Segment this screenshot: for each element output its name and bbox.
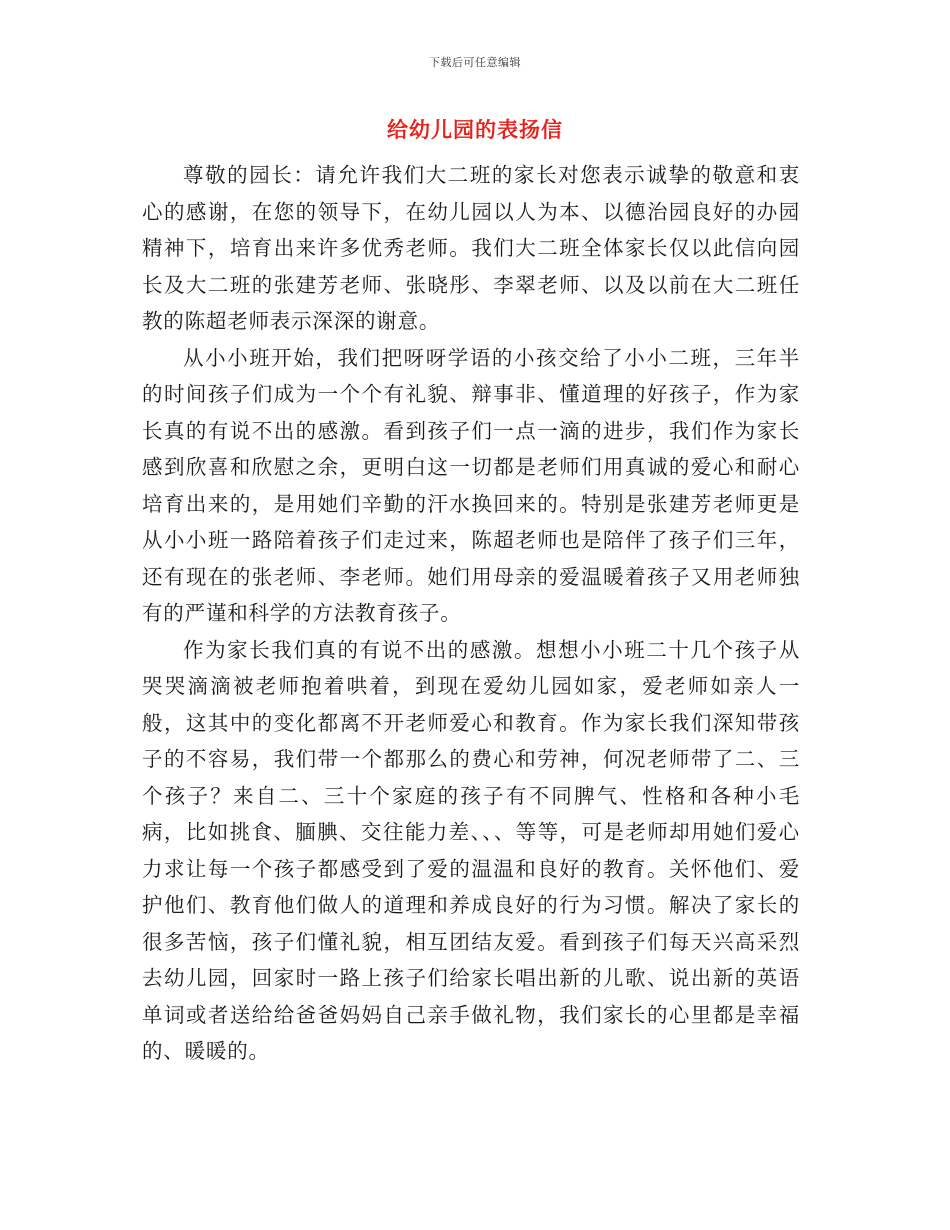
paragraph-greeting: 尊敬的园长：请允许我们大二班的家长对您表示诚挚的敬意和衷心的感谢，在您的领导下，在幼儿园以人为本、以德治园良好的办园精神下，培育出来许多优秀老师。我们大二班全体家长仅以此信向园长及大二班的张建芳老师、张晓彤、李翠老师、以及以前在大二班任教的陈超老师表示深深的谢意。 [142, 163, 800, 333]
paragraph-gratitude: 作为家长我们真的有说不出的感激。想想小小班二十几个孩子从哭哭滴滴被老师抱着哄着，到现在爱幼儿园如家，爱老师如亲人一般，这其中的变化都离不开老师爱心和教育。作为家长我们深知带孩子的不容易，我们带一个都那么的费心和劳神，何况老师带了二、三个孩子？来自二、三十个家庭的孩子有不同脾气、性格和各种小毛病，比如挑食、腼腆、交往能力差、、、等等，可是老师却用她们爱心力求让每一个孩子都感受到了爱的温温和良好的教育。关怀他们、爱护他们、教育他们做人的道理和养成良好的行为习惯。解决了家长的很多苦恼，孩子们懂礼貌，相互团结友爱。看到孩子们每天兴高采烈去幼儿园，回家时一路上孩子们给家长唱出新的儿歌、说出新的英语单词或者送给给爸爸妈妈自己亲手做礼物，我们家长的心里都是幸福的、暖暖的。 [142, 637, 800, 1063]
paragraph-progress: 从小小班开始，我们把呀呀学语的小孩交给了小小二班，三年半的时间孩子们成为一个个有礼貌、辩事非、懂道理的好孩子，作为家长真的有说不出的感激。看到孩子们一点一滴的进步，我们作为家长感到欣喜和欣慰之余，更明白这一切都是老师们用真诚的爱心和耐心培育出来的，是用她们辛勤的汗水换回来的。特别是张建芳老师更是从小小班一路陪着孩子们走过来，陈超老师也是陪伴了孩子们三年，还有现在的张老师、李老师。她们用母亲的爱温暖着孩子又用老师独有的严谨和科学的方法教育孩子。 [142, 345, 800, 625]
document-title: 给幼儿园的表扬信 [387, 117, 563, 142]
page-header: 下载后可任意编辑 [429, 56, 521, 69]
letter-body [142, 157, 800, 1070]
